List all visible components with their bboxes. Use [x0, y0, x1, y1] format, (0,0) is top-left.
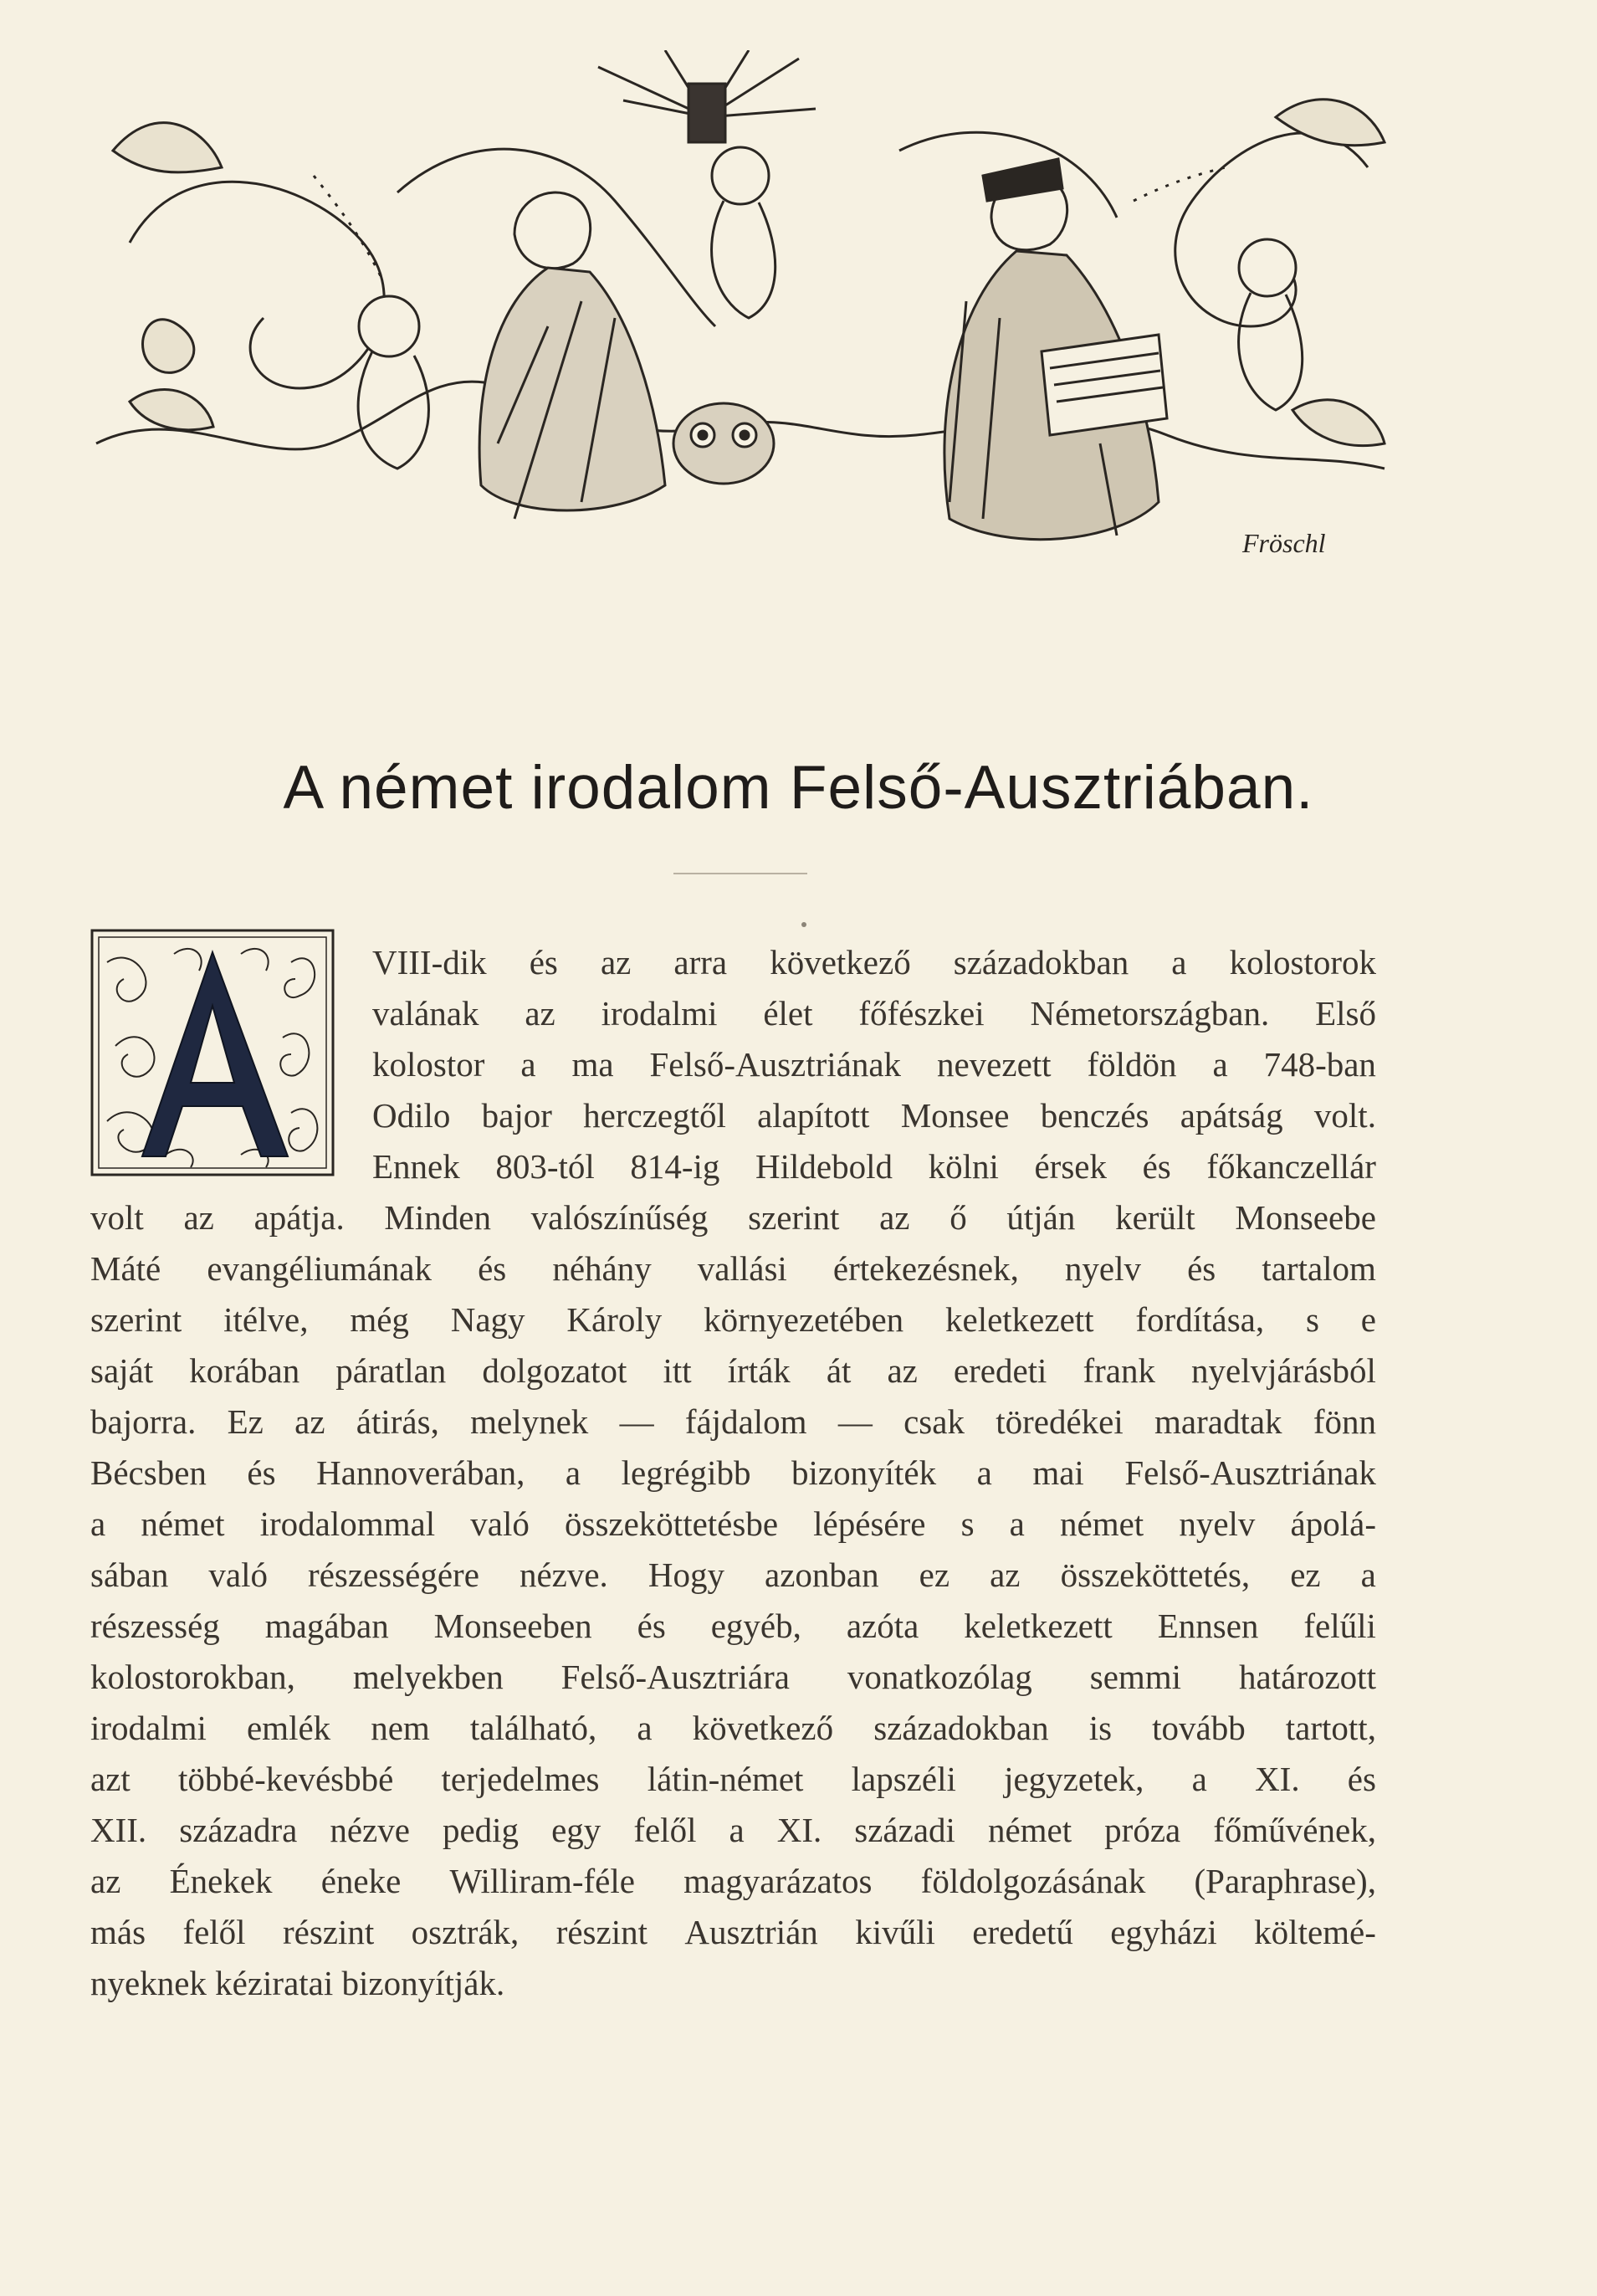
- paragraph-line: nyeknek kéziratai bizonyítják.: [90, 1964, 505, 2002]
- drop-cap-letter-text: A: [90, 929, 91, 930]
- paragraph-line: volt az apátja. Minden valószínűség szerint az ő útján került Monseebe: [90, 1198, 1376, 1237]
- paragraph-line: a német irodalommal való összeköttetésbe lépésére s a német nyelv ápolá-: [90, 1504, 1376, 1543]
- paragraph-line: azt többé-kevésbbé terjedelmes látin-német lapszéli jegyzetek, a XI. és: [90, 1760, 1376, 1798]
- paragraph-line: Bécsben és Hannoverában, a legrégibb bizonyíték a mai Felső-Ausztriának: [90, 1453, 1376, 1492]
- paragraph-line: Odilo bajor herczegtől alapított Monsee benczés apátság volt.: [372, 1096, 1376, 1135]
- paragraph-line: XII. századra nézve pedig egy felől a XI. századi német próza főművének,: [90, 1811, 1376, 1849]
- artist-signature: Fröschl: [1242, 528, 1326, 558]
- paragraph-line: bajorra. Ez az átirás, melynek — fájdalom — csak töredékei maradtak fönn: [90, 1402, 1376, 1441]
- page-title: A német irodalom Felső-Ausztriában.: [283, 754, 1314, 822]
- paragraph-line: kolostorokban, melyekben Felső-Ausztriára vonatkozólag semmi határozott: [90, 1658, 1376, 1696]
- paragraph-line: Máté evangéliumának és néhány vallási értekezésnek, nyelv és tartalom: [90, 1249, 1376, 1288]
- paragraph-line: Ennek 803-tól 814-ig Hildebold kölni érsek és főkanczellár: [372, 1147, 1376, 1186]
- paragraph-line: VIII-dik és az arra következő századokban a kolostorok: [372, 943, 1376, 981]
- paragraph-line: irodalmi emlék nem található, a következő századokban is tovább tartott,: [90, 1709, 1376, 1747]
- paragraph-line: valának az irodalmi élet főfészkei Németországban. Első: [372, 994, 1376, 1033]
- paragraph-line: kolostor a ma Felső-Ausztriának nevezett földön a 748-ban: [372, 1045, 1376, 1084]
- paragraph-line: szerint itélve, még Nagy Károly környezetében keletkezett fordítása, s e: [90, 1300, 1376, 1339]
- paragraph-line: más felől részint osztrák, részint Ausztrián kivűli eredetű egyházi költemé-: [90, 1913, 1376, 1951]
- paragraph-line: saját korában páratlan dolgozatot itt írták át az eredeti frank nyelvjárásból: [90, 1351, 1376, 1390]
- paragraph-line: az Énekek éneke Williram-féle magyarázatos földolgozásának (Paraphrase),: [90, 1862, 1376, 1900]
- paragraph-line: részesség magában Monseeben és egyéb, azóta keletkezett Ennsen felűli: [90, 1607, 1376, 1645]
- paragraph-line: sában való részességére nézve. Hogy azonban ez az összeköttetés, ez a: [90, 1555, 1376, 1594]
